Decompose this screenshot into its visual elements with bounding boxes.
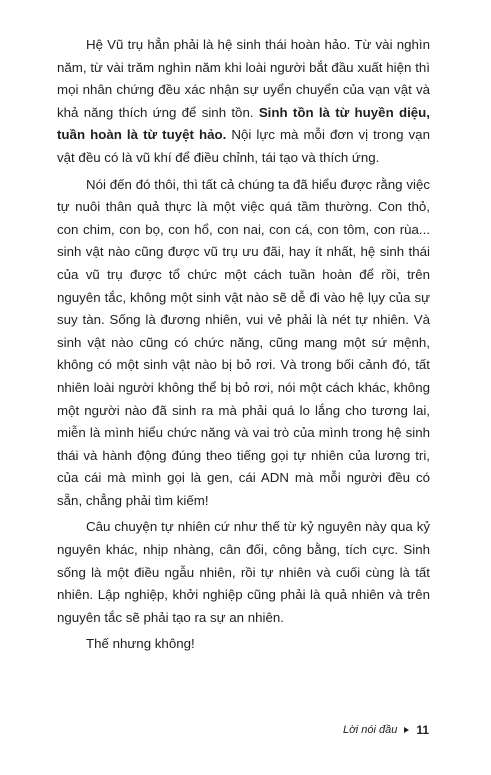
paragraph <box>57 174 430 513</box>
paragraph <box>57 633 430 656</box>
arrow-right-icon <box>404 727 409 733</box>
bold-text-run: Sinh tồn là từ huyền diệu, tuần hoàn là từ tuyệt hảo. <box>57 104 430 143</box>
text-run: Nói đến đó thôi, thì tất cả chúng ta đã hiểu được rằng việc tự nuôi thân quả thực là một việc quá tầm thường. Con thỏ, con chim, con bọ, con hổ, con nai, con cá, con tôm, con rùa... sinh vật nào cũng được vũ trụ ưu đãi, hay ít nhất, hệ sinh thái của vũ trụ được tổ chức một cách tuần hoàn để rồi, trên nguyên tắc, không một sinh vật nào sẽ dễ đi vào hệ lụy của sự suy tàn. Sống là đương nhiên, vui vẻ phải là nét tự nhiên. Và sinh vật nào cũng có chức năng, cũng mang một sứ mệnh, không có một sinh vật nào bị bỏ rơi. Và trong bối cảnh đó, tất nhiên loài người không thể bị bỏ rơi, nói một cách khác, không một người nào đã sinh ra mà phải quá lo lắng cho tương lai, miễn là mình hiểu chức năng và vai trò của mình trong hệ sinh thái và hành động đúng theo tiếng gọi tự nhiên của lương tri, của cái mà mình gọi là gen, cái ADN mà mỗi người đều có sẵn, chẳng phải tìm kiếm! <box>57 176 430 508</box>
text-run: Hệ Vũ trụ hẳn phải là hệ sinh thái hoàn hảo. Từ vài nghìn năm, từ vài trăm nghìn năm khi loài người bắt đầu xuất hiện thì mọi nhân chứng đều xác nhận sự uyển chuyển của vạn vật và khả năng thích ứng để sinh tồn. <box>57 37 430 120</box>
section-title: Lời nói đầu <box>342 724 398 736</box>
text-run: Nội lực mà mỗi đơn vị trong vạn vật đều có là vũ khí để điều chỉnh, tái tạo và thích ứng. <box>57 127 430 165</box>
paragraph <box>57 34 430 170</box>
text-run: Thế nhưng không! <box>86 636 195 652</box>
page-footer <box>343 723 429 737</box>
body-text <box>57 34 430 660</box>
paragraph <box>57 516 430 629</box>
text-run: Câu chuyện tự nhiên cứ như thế từ kỷ nguyên này qua kỷ nguyên khác, nhịp nhàng, cân đối, công bằng, tích cực. Sinh sống là một điều ngẫu nhiên, rồi tự nhiên và cuối cùng là tất nhiên. Lập nghiệp, khởi nghiệp cũng phải là quả nhiên và trên nguyên tắc sẽ phải tạo ra sự an nhiên. <box>57 519 430 625</box>
page-number: 11 <box>416 723 429 737</box>
